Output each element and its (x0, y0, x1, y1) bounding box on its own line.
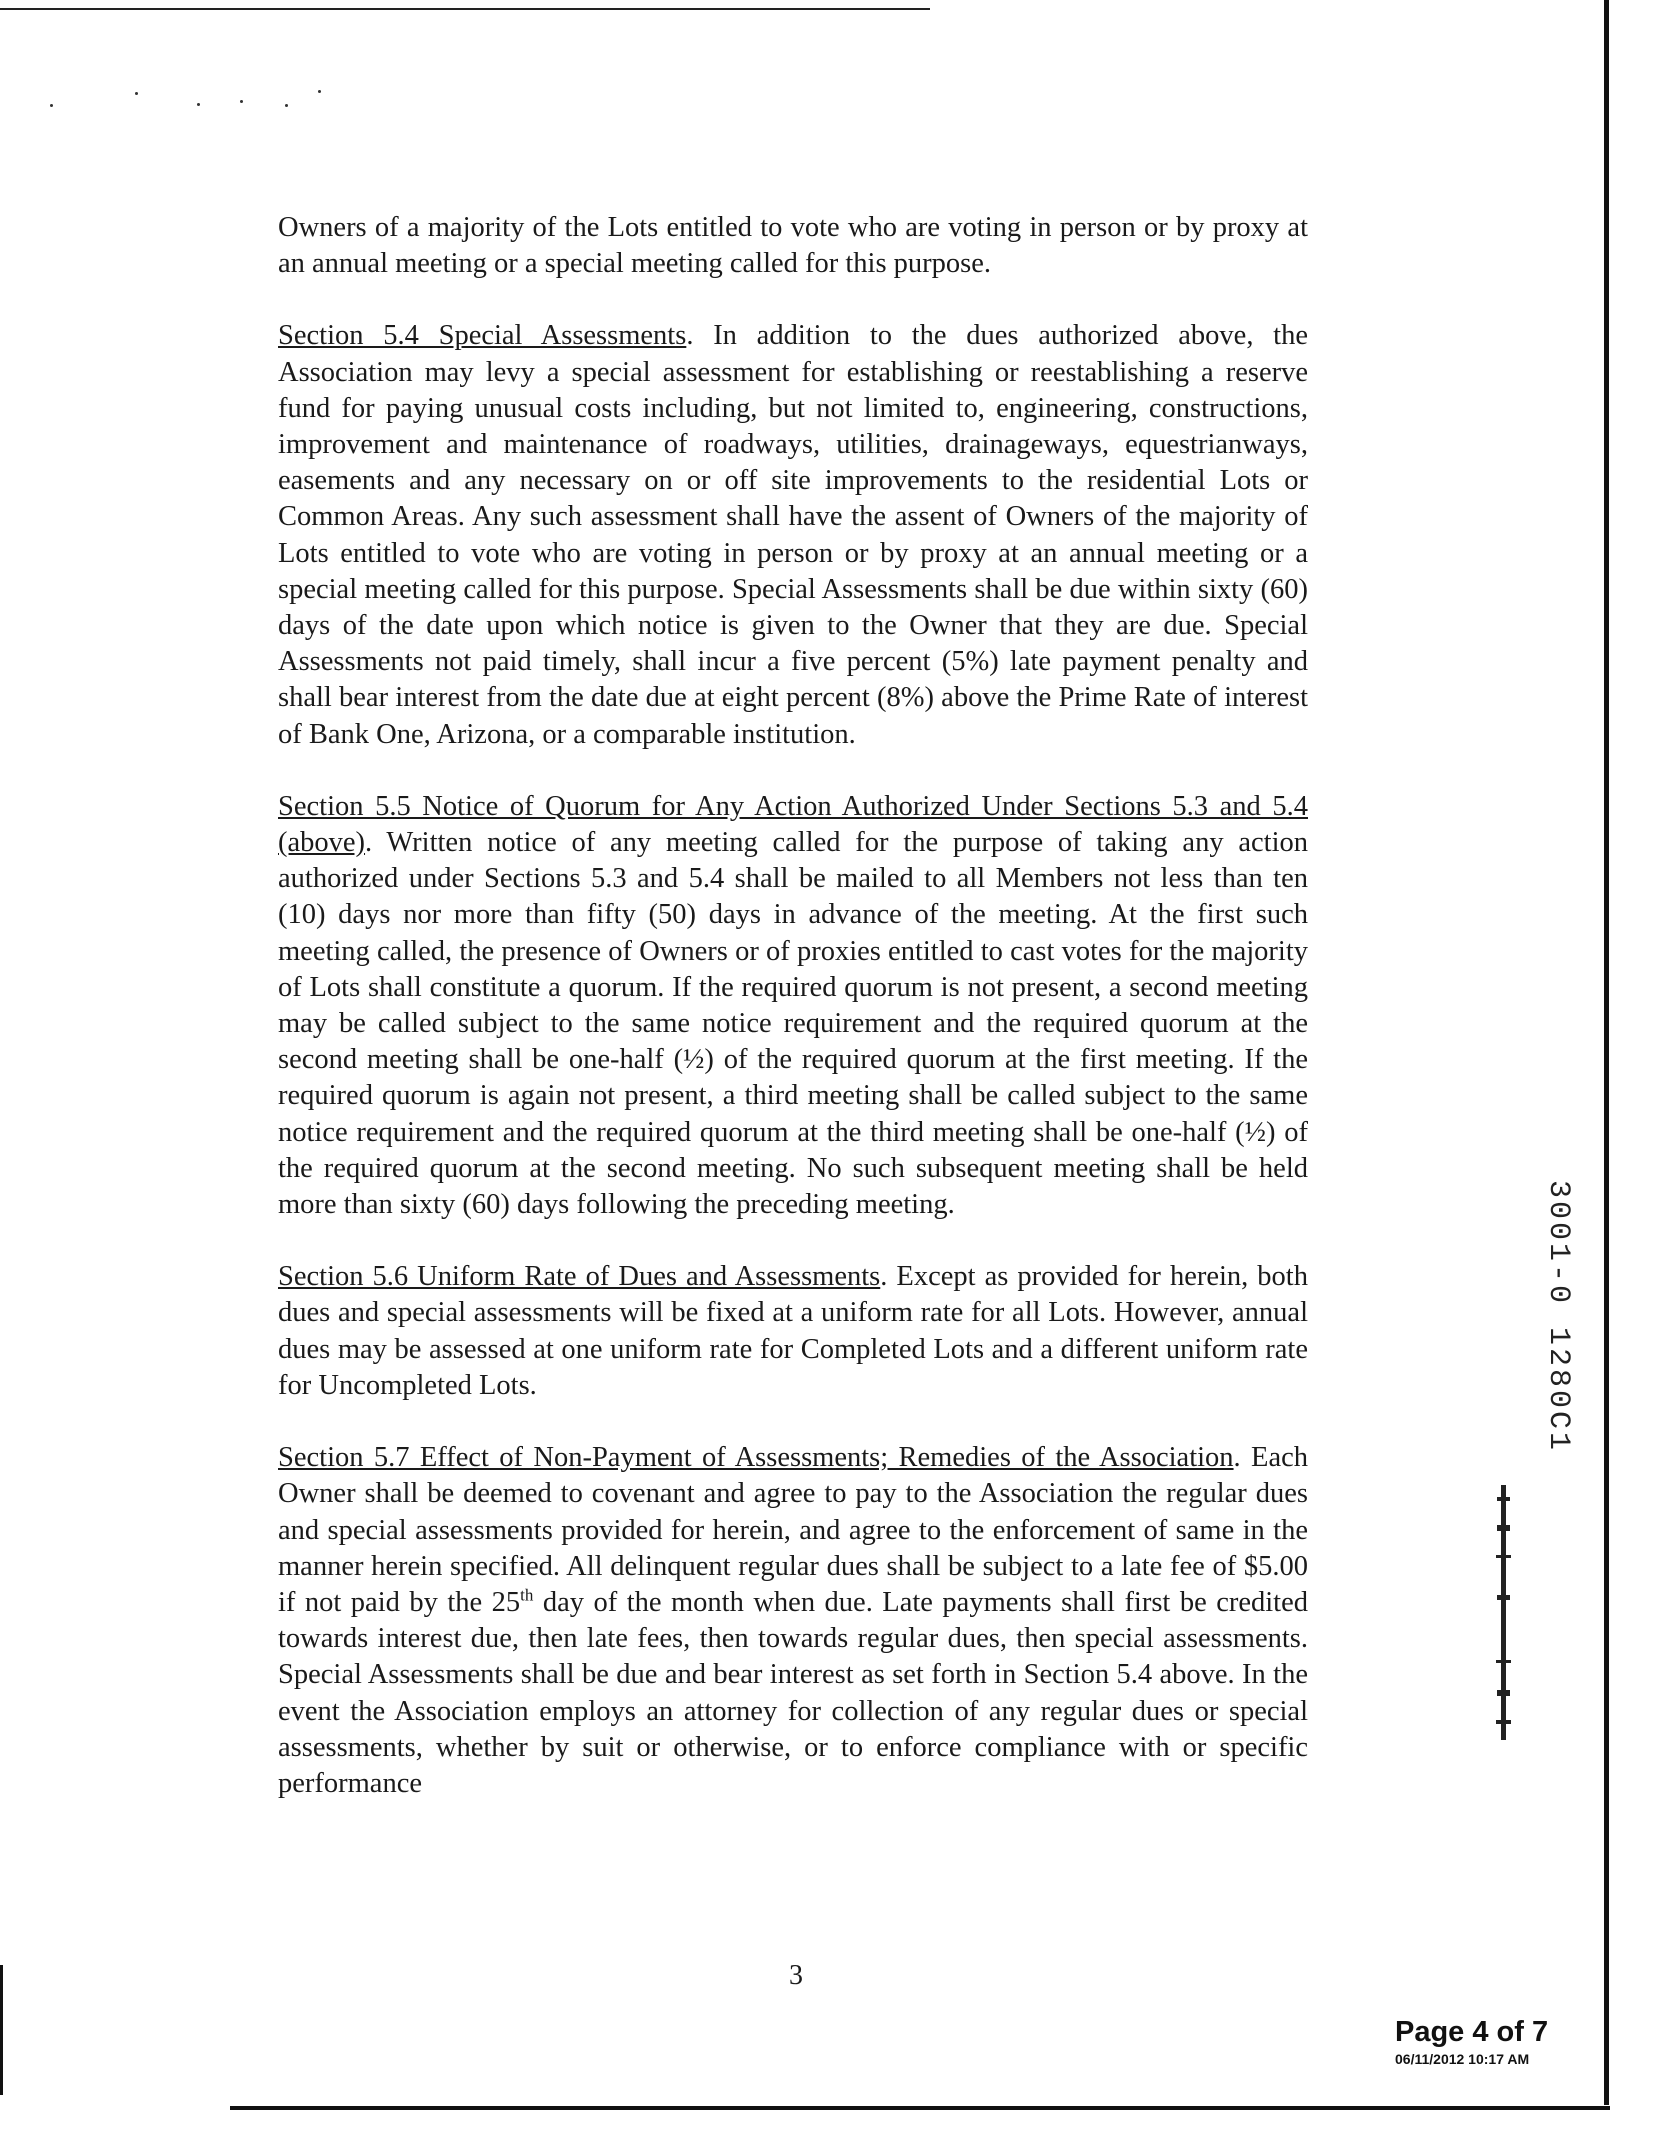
footer-timestamp: 06/11/2012 10:17 AM (1395, 2051, 1530, 2067)
margin-seal-mark (1494, 1485, 1514, 1740)
section-5-5-heading: Section 5.5 Notice of Quorum for Any Action Authorized Under Sections 5.3 and 5.4 (above) (278, 790, 1308, 859)
section-5-7 (278, 1440, 1308, 1802)
section-5-6 (278, 1259, 1308, 1404)
document-body (278, 210, 1308, 1838)
ordinal-superscript: th (520, 1585, 534, 1605)
section-5-7-body-b: day of the month when due. Late payments shall first be credited towards interest due, then late fees, then towards regular dues, then special assessments. Special Assessments shall be due and bear interest as set forth in Section 5.4 above. In the event the Association employs an attorney for collection of any regular dues or special assessments, whether by suit or otherwise, or to enforce compliance with or specific performance (278, 1586, 1308, 1799)
section-5-6-heading: Section 5.6 Uniform Rate of Dues and Assessments (278, 1261, 881, 1293)
section-5-4 (278, 318, 1308, 752)
footer-page-label: Page 4 of 7 (1395, 2016, 1549, 2048)
section-5-6-body: . Except as provided for herein, both dues and special assessments will be fixed at a uniform rate for all Lots. However, annual dues may be assessed at one uniform rate for Completed Lots and a different uniform rate for Uncompleted Lots. (278, 1261, 1308, 1401)
section-5-7-body-a: . Each Owner shall be deemed to covenant and agree to pay to the Association the regular dues and special assessments provided for herein, and agree to the enforcement of same in the manner herein specified. All delinquent regular dues shall be subject to a late fee of $5.00 if not paid by the 25 (278, 1442, 1308, 1618)
scan-bottom-border (230, 2106, 1610, 2110)
section-5-4-body: . In addition to the dues authorized above, the Association may levy a special assessment for establishing or reestablishing a reserve fund for paying unusual costs including, but not limited to, engineering, constructions, improvement and maintenance of roadways, utilities, drainageways, equestrianways, easements and any necessary on or off site improvements to the residential Lots or Common Areas. Any such assessment shall have the assent of Owners of the majority of Lots entitled to vote who are voting in person or by proxy at an annual meeting or a special meeting called for this purpose. Special Assessments shall be due within sixty (60) days of the date upon which notice is given to the Owner that they are due. Special Assessments not paid timely, shall incur a five percent (5%) late payment penalty and shall bear interest from the date due at eight percent (8%) above the Prime Rate of interest of Bank One, Arizona, or a comparable institution. (278, 320, 1309, 750)
scan-right-border (1604, 0, 1609, 2105)
section-5-5-body: . Written notice of any meeting called for the purpose of taking any action authorized under Sections 5.3 and 5.4 shall be mailed to all Members not less than ten (10) days nor more than fifty (50) days in advance of the meeting. At the first such meeting called, the presence of Owners or of proxies entitled to cast votes for the majority of Lots shall constitute a quorum. If the required quorum is not present, a second meeting may be called subject to the same notice requirement and the required quorum at the second meeting shall be one-half (½) of the required quorum at the first meeting. If the required quorum is again not present, a third meeting shall be called subject to the same notice requirement and the required quorum at the third meeting shall be one-half (½) of the required quorum at the second meeting. No such subsequent meeting shall be held more than sixty (60) days following the preceding meeting. (278, 827, 1308, 1221)
scan-top-border (0, 8, 930, 10)
scan-left-border (0, 1965, 3, 2095)
section-5-4-heading: Section 5.4 Special Assessments (278, 320, 687, 352)
margin-recording-stamp: 3001-0 1280C1 (1541, 1180, 1575, 1454)
section-5-7-heading: Section 5.7 Effect of Non-Payment of Assessments; Remedies of the Association (278, 1442, 1234, 1474)
page-number: 3 (789, 1960, 803, 1991)
paragraph-intro: Owners of a majority of the Lots entitled to vote who are voting in person or by proxy at an annual meeting or a special meeting called for this purpose. (278, 212, 1308, 280)
section-5-5 (278, 789, 1308, 1223)
scan-specks (40, 90, 340, 110)
